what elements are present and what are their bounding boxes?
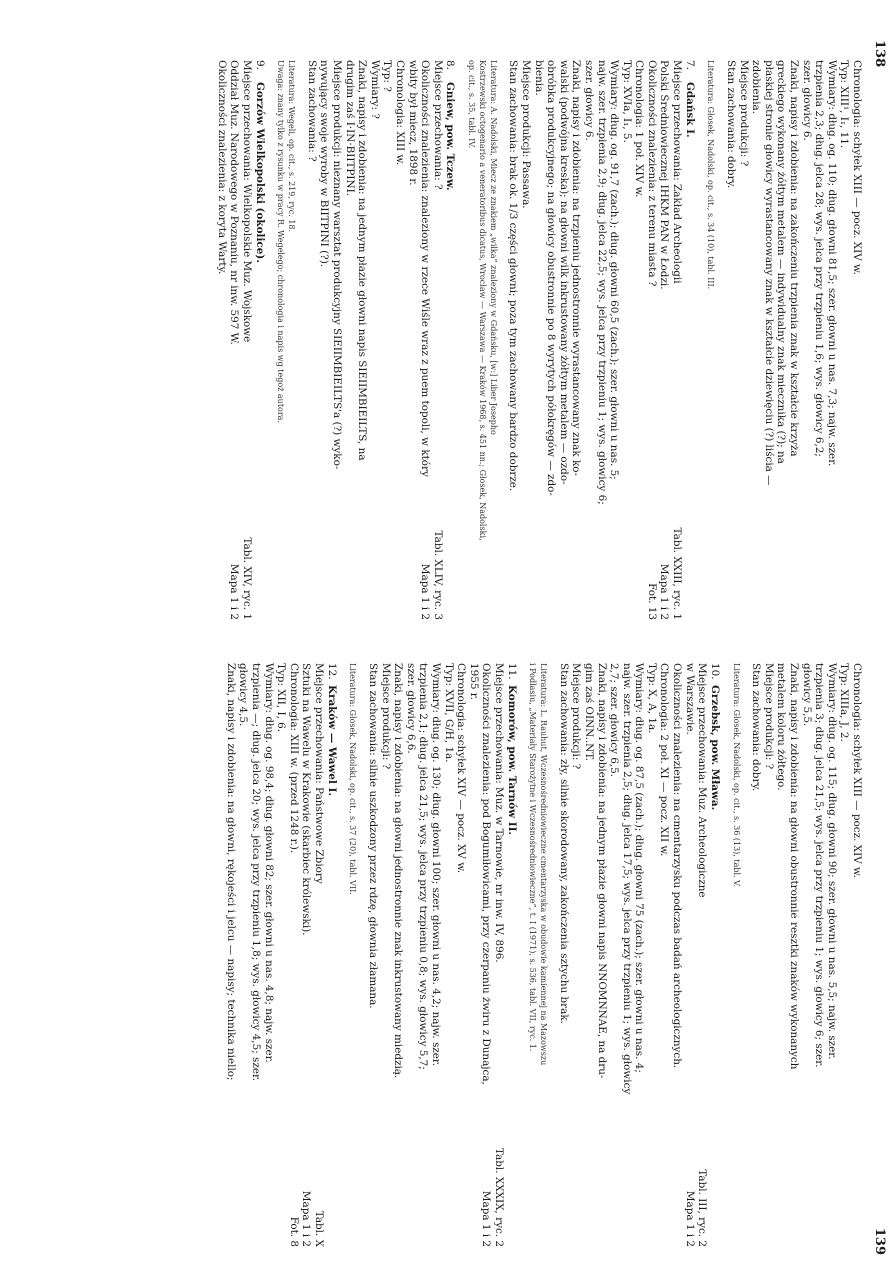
- plate-reference: Tabl. III, ryc. 2: [696, 1169, 709, 1247]
- text-line: [406, 60, 419, 620]
- text-line: [417, 663, 430, 1247]
- text-line: [393, 60, 406, 620]
- literature-line: Kostrzewski octogenario a veneratoribus dicatus, Wrocław — Warszawa — Kraków 1968, s. 451 nn.; Głosek, Nadolski,: [477, 60, 487, 541]
- text-line: [467, 663, 480, 1247]
- plate-reference: Tabl. XXXIX, ryc. 2: [492, 1147, 505, 1247]
- text-content: Chronologia: 1 poł. XIV w.: [633, 60, 646, 198]
- literature-line: Literatura: Głosek, Nadolski, op. cit., s. 34 (10), tabl. III.: [706, 60, 716, 290]
- plate-reference: Tabl. X: [313, 1210, 326, 1247]
- plate-reference: Tabl. XLIV, ryc. 3: [431, 530, 444, 620]
- text-line: [429, 663, 442, 1247]
- text-line: [620, 663, 633, 1247]
- entry-heading: [708, 663, 721, 1247]
- text-line: [545, 60, 558, 620]
- literature-line: Literatura: Głosek, Nadolski, op. cit., s. 37 (20), tabl. VII.: [348, 663, 358, 895]
- literature-line: i Podlasiu, „Materiały Starożytne i Wczesnośredniowieczne”, t. I (1971), s. 536, tabl. VII, ryc. 1.: [528, 663, 538, 1052]
- text-line: [379, 663, 392, 1247]
- entry-number: 8.: [444, 60, 457, 70]
- text-content: Miejsce produkcji: ?: [570, 663, 583, 770]
- text-content: wbity był miecz, 1898 r.: [406, 60, 419, 186]
- text-line: [620, 60, 633, 620]
- text-content: Typ: ?: [381, 60, 394, 92]
- plate-reference: Tabl. XIV, ryc. 1: [241, 537, 254, 620]
- text-line: [557, 60, 570, 620]
- text-line: [305, 60, 318, 620]
- text-line: [480, 663, 493, 1247]
- spacer: [338, 663, 347, 1247]
- text-line: [608, 663, 621, 1247]
- literature-line: Literatura: Głosek, Nadolski, op. cit., s. 36 (13), tabl. V.: [731, 663, 741, 888]
- text-content: Polski Średniowiecznej IHKM PAN w Łodzi.: [658, 60, 671, 290]
- literature-line: Uwaga: znany tylko z rysunku w pracy R. Wegelego; chronologia i napis wg tegoż autora.: [276, 60, 286, 423]
- text-line: greckiego wykonany żółtym metalem — indywidualny znak miecznika (?); na: [775, 60, 788, 464]
- text-line: [492, 663, 505, 1247]
- text-content: Sztuki na Wawelu w Krakowie (skarbiec królewski).: [300, 663, 313, 936]
- text-content: Znaki, napisy i zdobienia: na jednym płazie głowni napis SIEIIMBIEILTS, na: [356, 60, 369, 461]
- text-line: [570, 663, 583, 1247]
- entry-heading: [444, 60, 457, 620]
- text-content: Miejsce przechowania: Muz. w Tarnowie, nr inw. IV, 896.: [492, 663, 505, 963]
- text-line: [287, 663, 300, 1247]
- text-line: [228, 60, 241, 620]
- text-content: Typ: XVII, G/H, 1a.: [442, 663, 455, 763]
- text-content: Wymiary: dług. og. 91,7 (zach.); dług. głowni 60,5 (zach.); szer. głowni u nas. 5;: [608, 60, 621, 480]
- text-content: Miejsce przechowania: Wielkopolskie Muz. Wojskowe: [241, 60, 254, 343]
- text-content: Miejsce przechowania: Państwowe Zbiory: [313, 663, 326, 884]
- plate-reference: Mapa 1 i 2: [228, 563, 241, 620]
- text-line: [392, 663, 405, 1247]
- text-line: [633, 60, 646, 620]
- text-content: głowicy 4,5.: [237, 663, 250, 727]
- text-content: Chronologia: 2 poł. XI — pocz. XII w.: [658, 663, 671, 857]
- plate-reference: Mapa 1 i 2: [658, 563, 671, 620]
- entry-place: Gorzów Wielkopolski (okolice).: [253, 82, 266, 263]
- left-page: [0, 40, 893, 640]
- text-content: Wymiary: ?: [368, 60, 381, 119]
- text-content: Stan zachowania: silnie uszkodzony przez rdzę, głownia złamana.: [367, 663, 380, 1009]
- text-line: [532, 60, 545, 620]
- text-content: szer. głowicy 6.: [582, 60, 595, 141]
- text-line: [645, 663, 658, 1247]
- right-page: [0, 655, 893, 1255]
- text-line: [645, 60, 658, 620]
- text-content: Chronologia: schyłek XIV — pocz. XV w.: [455, 663, 468, 874]
- text-line: [381, 60, 394, 620]
- text-line: [608, 60, 621, 620]
- entry-place: Komorów, pow. Tarnów II.: [505, 685, 518, 836]
- text-content: nywujący swoje wyroby w BIITPINI (?).: [318, 60, 331, 268]
- text-line: Chronologia: schyłek XIII — pocz. XIV w.: [851, 60, 863, 275]
- text-content: Chronologia: XIII w.: [394, 60, 406, 166]
- text-content: Stan zachowania: ?: [305, 60, 318, 162]
- entry-number: 9.: [253, 60, 266, 70]
- text-line: [275, 663, 288, 1247]
- text-line: [262, 663, 275, 1247]
- text-line: trzpienia 2,3; dług. jelca 28; wys. jelca przy trzpieniu 1,6; wys. głowicy 6,2;: [813, 60, 826, 457]
- plate-reference: Fot. 8: [287, 1216, 300, 1247]
- text-line: Miejsce produkcji: ?: [762, 663, 775, 770]
- spacer: [715, 60, 724, 620]
- spacer: [296, 60, 305, 620]
- entry-place: Gdańsk I.: [683, 82, 696, 138]
- text-content: Miejsce produkcji: nieznany warsztat produkcyjny SIEIIMBIEILTS'a (?) wyko-: [331, 60, 344, 470]
- text-line: [312, 663, 325, 1247]
- text-line: [249, 663, 262, 1247]
- plate-reference: Mapa 1 i 2: [419, 563, 432, 620]
- spacer: [518, 663, 527, 1247]
- entry-place: Kraków — Wawel I.: [325, 685, 338, 797]
- text-line: płaskiej stronie głowicy wyrastancowany znak w kształcie dziewięciu (?) liścia —: [762, 60, 775, 486]
- text-content: obróbka produkcyjnego; na głowicy obustronnie po 8 wyrytych półokręgów — zdo-: [545, 60, 558, 496]
- spacer: [741, 663, 750, 1247]
- text-content: Typ: X, A, 1a.: [645, 663, 658, 734]
- text-content: Miejsce przechowania: Muz. Archeologiczne: [696, 663, 709, 898]
- literature-line: Literatura: L. Rauhut, Wczesnośredniowieczne cmentarzyska w obudowie kamiennej na Mazowszu: [539, 663, 549, 1066]
- text-content: Znaki, napisy i zdobienia: na głowni, rękojeści i jelcu — napisy; technika niello;: [224, 663, 237, 1081]
- text-content: Okoliczności znalezienia: znaleziony w rzece Wiśle wraz z puem topoli, w który: [419, 60, 432, 477]
- text-line: Chronologia: schyłek XIII — pocz. XIV w.: [851, 663, 863, 878]
- text-line: [455, 663, 468, 1247]
- text-content: Wymiary: dług. og. 98,4; dług. głowni 82; szer. głowni u nas. 4,8; najw. szer.: [262, 663, 275, 1063]
- text-line: [366, 663, 379, 1247]
- plate-reference: Mapa 1 i 2: [300, 1190, 313, 1247]
- plate-reference: Mapa 1 i 2: [480, 1190, 493, 1247]
- entry-place: Grzebsk, pow. Mława.: [708, 685, 721, 811]
- text-line: metalem koloru żółtego.: [775, 663, 788, 791]
- text-line: Znaki, napisy i zdobienia: na głowni obustronnie resztki znaków wykonanych: [788, 663, 801, 1070]
- text-line: [595, 60, 608, 620]
- text-line: głowicy 5,5.: [800, 663, 813, 727]
- text-line: zdobienia.: [750, 60, 763, 115]
- spacer: [357, 663, 366, 1247]
- text-content: Oddział Muz. Narodowego w Poznaniu, nr inw. 597 W.: [228, 60, 241, 345]
- text-line: [224, 663, 237, 1247]
- text-line: [215, 60, 228, 620]
- entry-place: Gniew, pow. Tczew.: [444, 82, 457, 191]
- text-column: [215, 60, 863, 620]
- text-line: [670, 663, 683, 1247]
- text-line: [582, 663, 595, 1247]
- text-content: bienia.: [532, 60, 545, 96]
- text-content: 2,7; szer. głowicy 6,5.: [608, 663, 621, 778]
- literature-line: Literatura: Wegeli, op. cit., s. 219, ryc. 18.: [287, 60, 297, 233]
- text-content: Miejsce przechowania: ?: [431, 60, 444, 190]
- text-line: [633, 663, 646, 1247]
- text-line: Stan zachowania: dobry.: [750, 663, 763, 792]
- text-content: Miejsce produkcji: Passawa.: [519, 60, 532, 209]
- text-content: gim zaś OINN..NT.: [582, 663, 595, 761]
- entry-number: 12.: [325, 663, 338, 680]
- text-content: 1955 r.: [467, 663, 480, 700]
- entry-number: 7.: [683, 60, 696, 70]
- text-line: Miejsce produkcji: ?: [737, 60, 750, 167]
- text-line: [318, 60, 331, 620]
- text-line: [343, 60, 356, 620]
- text-line: Stan zachowania: dobry.: [725, 60, 738, 189]
- text-line: [658, 663, 671, 1247]
- literature-line: op. cit., s. 35, tabl. IV.: [467, 60, 477, 149]
- text-line: Typ: XIII¹, I₁, 11.: [838, 60, 851, 149]
- text-line: [330, 60, 343, 620]
- text-line: szer. głowicy 6.: [800, 60, 813, 141]
- text-line: [696, 663, 709, 1247]
- text-content: Znaki, napisy i zdobienia: na głowni jednostronnie znak inkrustowany miedzią.: [392, 663, 405, 1079]
- text-content: walski (podwójna kreska); na głowni wilk inkrustowany żółtym metalem — ozdo-: [557, 60, 570, 485]
- text-line: [240, 60, 253, 620]
- text-line: [300, 663, 313, 1247]
- text-line: Wymiary: dług. og. 110; dług. głowni 81,5; szer. głowni u nas. 7,3; najw. szer.: [825, 60, 838, 467]
- entry-heading: [253, 60, 266, 620]
- literature-line: Literatura: A. Nadolski, Miecz ze znakiem „wilka” znaleziony w Gdańsku, [w:] Liber Josepho: [488, 60, 498, 435]
- spacer: [498, 60, 507, 620]
- text-line: [582, 60, 595, 620]
- text-content: trzpienia —; dług. jelca 20; wys. jelca przy trzpieniu 1,8; wys. głowicy 4,5; szer.: [250, 663, 263, 1082]
- spacer: [266, 60, 275, 620]
- text-content: trzpienia 2,1; dług. jelca 21,5; wys. jelca przy trzpieniu 0,8; wys. głowicy 5,7;: [417, 663, 430, 1070]
- text-content: Wymiary: dług. og. 130; dług. głowni 100; szer. głowni u nas. 4,2; najw. szer.: [429, 663, 442, 1067]
- spacer: [548, 663, 557, 1247]
- plate-reference: Mapa 1 i 2: [683, 1190, 696, 1247]
- text-content: najw. szer. trzpienia 2,9; dług. jelca 22,5; wys. jelca przy trzpieniu 1; wys. głowicy 6;: [595, 60, 608, 505]
- text-line: [670, 60, 683, 620]
- text-content: Miejsce przechowania: Zakład Archeologii: [671, 60, 684, 284]
- text-line: [419, 60, 432, 620]
- page-number: 139: [872, 1227, 887, 1255]
- text-content: Miejsce produkcji: ?: [379, 663, 392, 770]
- text-line: [557, 663, 570, 1247]
- entry-number: 11.: [505, 663, 518, 680]
- text-line: [237, 663, 250, 1247]
- text-line: [442, 663, 455, 1247]
- entry-number: 10.: [708, 663, 721, 680]
- text-line: [404, 663, 417, 1247]
- page-number: 138: [872, 40, 887, 68]
- text-content: najw. szer. trzpienia 2,5; dług. jelca 17,5; wys. jelca przy trzpieniu 1; wys. głowicy: [620, 663, 633, 1095]
- entry-heading: [505, 663, 518, 1247]
- text-content: w Warszawie.: [683, 663, 696, 735]
- entry-heading: [325, 663, 338, 1247]
- text-line: [595, 663, 608, 1247]
- text-line: [431, 60, 444, 620]
- text-content: Chronologia: XIII w. (przed 1248 r.).: [287, 663, 300, 854]
- text-line: Typ: XIIIa, J, 2.: [838, 663, 851, 742]
- text-content: Wymiary: dług. og. 87,5 (zach.); dług. głowni 75 (zach.); szer. głowni u nas. 4;: [633, 663, 646, 1073]
- text-content: Okoliczności znalezienia: z terenu miasta ?: [645, 60, 658, 287]
- text-content: Okoliczności znalezienia: na cmentarzysku podczas badań archeologicznych.: [671, 663, 684, 1069]
- text-line: Wymiary: dług. og. 115; dług. głowni 90; szer. głowni u nas. 5,5; najw. szer.: [825, 663, 838, 1060]
- text-line: Znaki, napisy i zdobienia: na zakończeniu trzpienia znak w kształcie krzyża: [788, 60, 801, 457]
- text-line: [368, 60, 381, 620]
- text-content: Okoliczności znalezienia: pod Bogumiłowicami, przy czerpaniu żwiru z Dunajca,: [480, 663, 493, 1085]
- text-line: [683, 663, 696, 1247]
- text-content: szer. głowicy 6,6.: [404, 663, 417, 754]
- text-content: Stan zachowania: zły, silnie skorodowany, zakończenia sztychu brak.: [557, 663, 570, 1024]
- text-column: [224, 663, 863, 1247]
- text-content: Typ: XVIa, I₁, 5.: [620, 60, 633, 143]
- text-content: Typ: XII, I, 6.: [275, 663, 288, 733]
- text-content: Znaki, napisy i zdobienia: na jednym płazie głowni napis NNOMNNAE, na dru-: [595, 663, 608, 1079]
- text-content: Stan zachowania: brak ok. 1/3 części głowni; poza tym zachowany bardzo dobrze.: [507, 60, 520, 492]
- plate-reference: Fot. 13: [645, 583, 658, 620]
- plate-reference: Tabl. XXIII, ryc. 1: [671, 527, 684, 620]
- text-content: Znaki, napisy i zdobienia: na trzpieniu jednostronnie wyrastancowany znak ko-: [570, 60, 583, 477]
- text-line: [570, 60, 583, 620]
- text-line: [519, 60, 532, 620]
- text-line: [658, 60, 671, 620]
- text-line: [356, 60, 369, 620]
- text-content: Okoliczności znalezienia: z koryta Warty.: [215, 60, 228, 275]
- spacer: [721, 663, 730, 1247]
- text-content: drugim zaś I·IN·BIITPINI.: [343, 60, 356, 197]
- spacer: [696, 60, 705, 620]
- spacer: [456, 60, 465, 620]
- text-line: [507, 60, 520, 620]
- text-line: trzpienia 3; dług. jelca 21,5; wys. jelca przy trzpieniu 1; wys. głowicy 6; szer.: [813, 663, 826, 1068]
- entry-heading: [683, 60, 696, 620]
